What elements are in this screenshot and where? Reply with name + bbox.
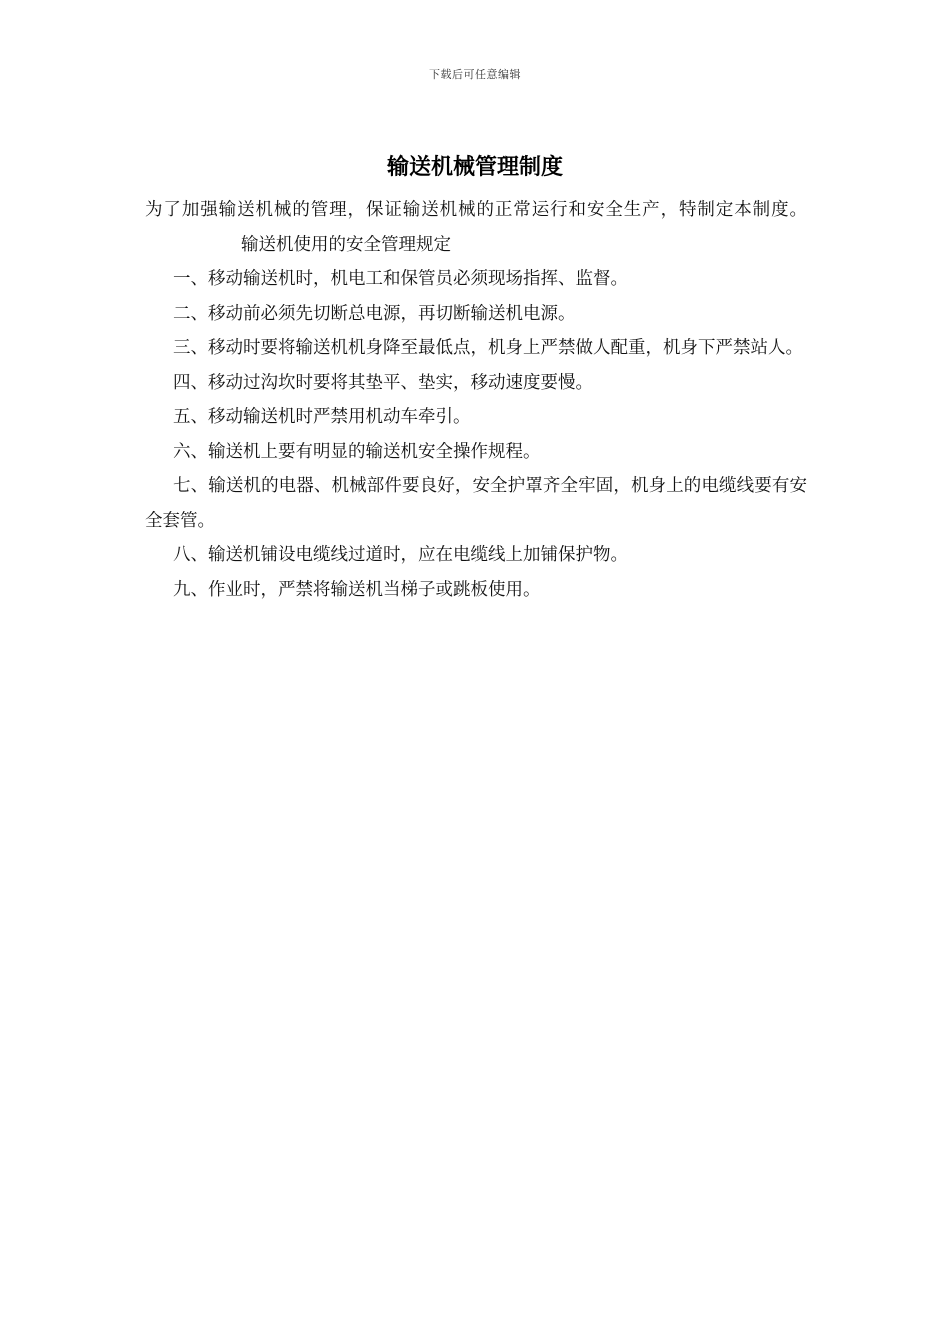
rule-item: 四、移动过沟坎时要将其垫平、垫实，移动速度要慢。 [173,372,593,393]
section-heading: 输送机使用的安全管理规定 [241,234,451,255]
rule-item: 三、移动时要将输送机机身降至最低点，机身上严禁做人配重，机身下严禁站人。 [173,338,803,358]
intro-text: 为了加强输送机械的管理，保证输送机械的正常运行和安全生产，特制定本制度。 [145,200,807,220]
rule-item: 七、输送机的电器、机械部件要良好，安全护罩齐全牢固，机身上的电缆线要有安全套管。 [145,476,807,531]
rule-item: 八、输送机铺设电缆线过道时，应在电缆线上加铺保护物。 [173,545,628,565]
intro-paragraph [145,193,807,262]
rule-item: 六、输送机上要有明显的输送机安全操作规程。 [173,441,541,462]
rule-item: 一、移动输送机时，机电工和保管员必须现场指挥、监督。 [173,269,628,289]
rule-item: 二、移动前必须先切断总电源，再切断输送机电源。 [173,303,576,324]
rule-item: 九、作业时，严禁将输送机当梯子或跳板使用。 [173,579,541,600]
document-title: 输送机械管理制度 [386,155,563,180]
document-body [145,193,807,607]
header-note: 下载后可任意编辑 [429,68,521,81]
rule-item: 五、移动输送机时严禁用机动车牵引。 [173,407,471,427]
